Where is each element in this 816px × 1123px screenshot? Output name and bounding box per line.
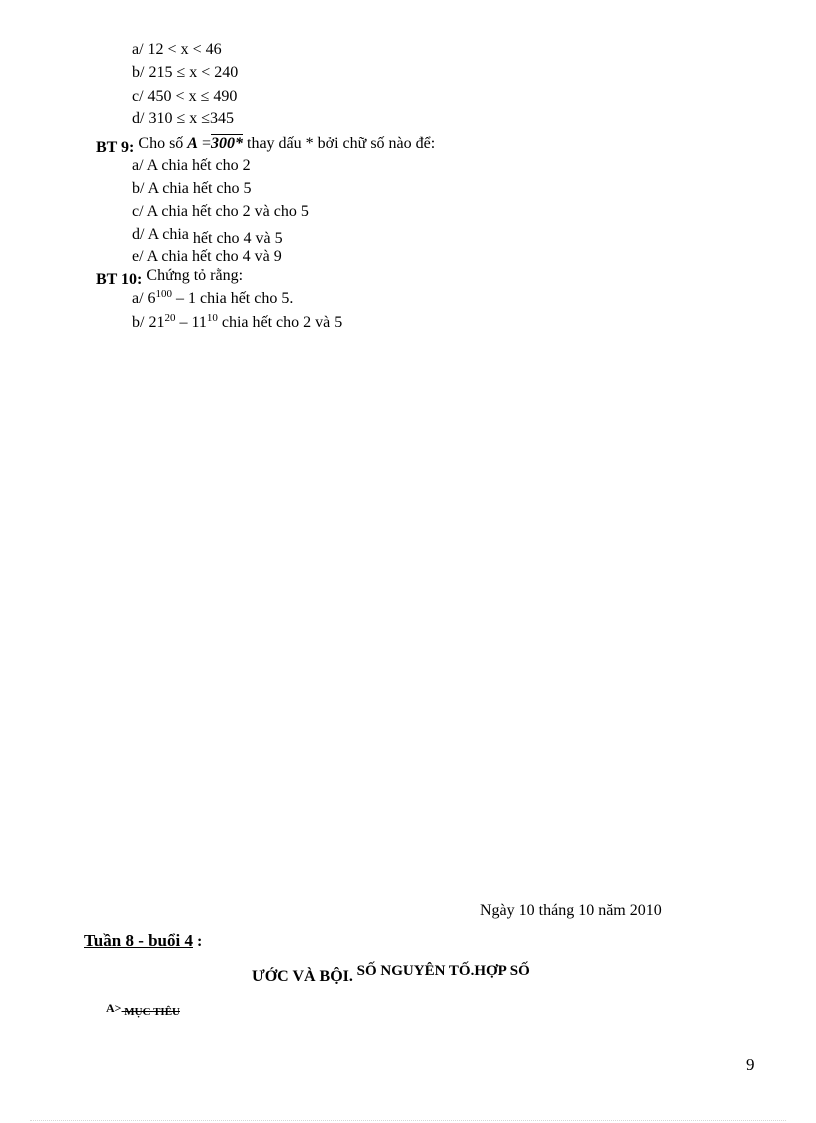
bt9-equals: = [197,135,211,152]
bt10-a-base: a/ 6 [132,290,156,307]
bt8-item-c: c/ 450 < x ≤ 490 [132,88,238,105]
bt9-item-b: b/ A chia hết cho 5 [132,180,252,197]
bt9-item-e: e/ A chia hết cho 4 và 9 [132,248,282,265]
bt8-item-b: b/ 215 ≤ x < 240 [132,64,239,81]
bt9-intro-post: thay dấu * bởi chữ số nào để: [243,135,436,152]
bt10-b-base2: – 11 [175,314,207,331]
lesson-title-part1: ƯỚC VÀ BỘI. [252,968,353,985]
bt9-item-d-pre: d/ A chia [132,226,193,243]
bt10-b-rest: chia hết cho 2 và 5 [217,314,343,331]
page-number: 9 [746,1055,755,1074]
bt9-variable: A [187,135,198,152]
bt10-a-exponent: 100 [155,288,173,300]
bt9-intro-pre: Cho số [138,135,188,152]
bt10-b-base1: b/ 21 [132,314,165,331]
bt8-item-a: a/ 12 < x < 46 [132,41,222,58]
bt9-prompt [96,134,435,154]
bt10-item-b [132,313,342,333]
lesson-title-part2: SỐ NGUYÊN TỐ.HỢP SỐ [352,963,530,979]
bt10-label: BT 10: [96,271,143,288]
objective-heading [106,998,180,1019]
bt9-number: 300* [211,135,243,152]
bt10-intro: Chứng tỏ rằng: [146,267,244,284]
bt10-a-rest: – 1 chia hết cho 5. [172,290,294,307]
session-heading [84,931,202,952]
session-heading-text: Tuần 8 - buổi 4 [84,931,193,950]
bt9-item-d [132,225,283,245]
bt9-label: BT 9: [96,139,135,156]
bt10-prompt [96,266,243,286]
session-heading-colon: : [192,933,203,950]
date-line: Ngày 10 tháng 10 năm 2010 [480,902,662,919]
page-bottom-border [30,1120,786,1121]
objective-text: MỤC TIÊU [121,1006,180,1018]
bt10-item-a [132,289,293,309]
bt9-item-d-post: hết cho 4 và 5 [192,230,283,247]
objective-label: A> [106,1001,122,1015]
lesson-title [252,961,530,985]
bt9-item-a: a/ A chia hết cho 2 [132,157,251,174]
bt10-b-exponent2: 10 [206,312,218,324]
bt10-b-exponent1: 20 [164,312,176,324]
bt9-item-c: c/ A chia hết cho 2 và cho 5 [132,203,309,220]
bt8-item-d: d/ 310 ≤ x ≤345 [132,110,235,127]
